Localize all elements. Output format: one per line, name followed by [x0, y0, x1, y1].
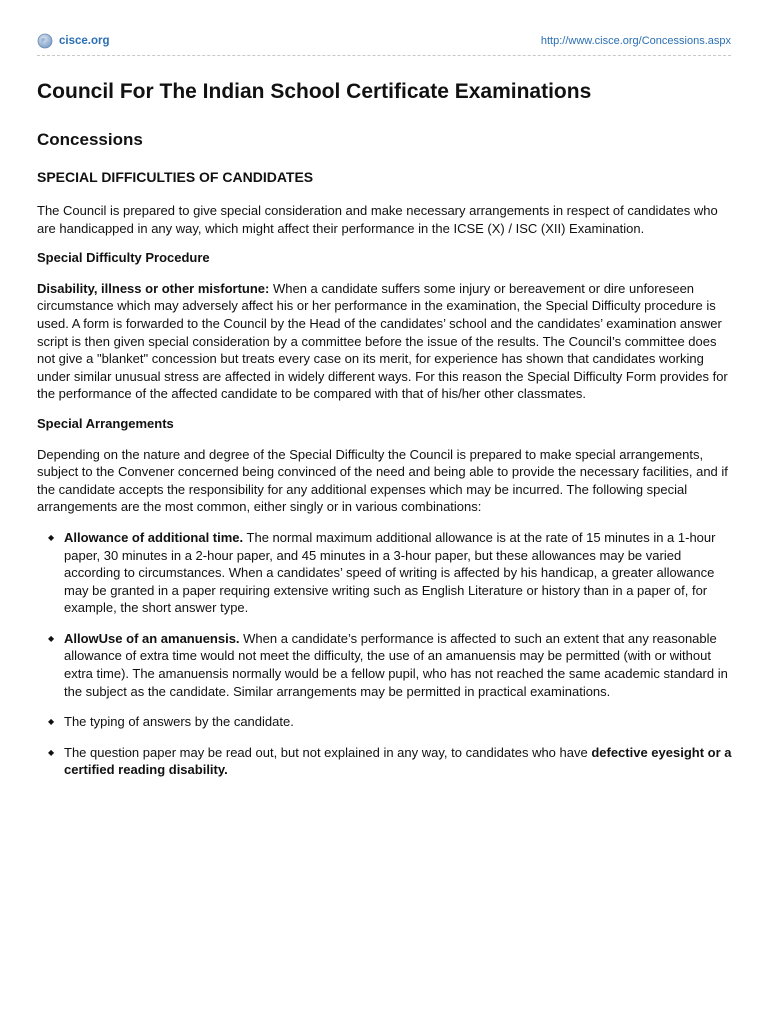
bullet-icon: ◆: [48, 717, 55, 727]
intro-paragraph: The Council is prepared to give special consideration and make necessary arrangements in respect of candidates who are handicapped in any way, which might affect their performance in the ICSE (X) / ISC (XII) Examination.: [37, 203, 718, 236]
procedure-lead: Disability, illness or other misfortune:: [37, 280, 270, 296]
list-item: [37, 529, 734, 617]
page-subtitle: Concessions: [37, 130, 143, 149]
procedure-heading: Special Difficulty Procedure: [37, 250, 210, 266]
procedure-paragraph: [37, 280, 734, 403]
item-trail: defective eyesight or a certified reading disability.: [64, 744, 732, 778]
globe-icon: [37, 33, 53, 49]
page-header: [37, 33, 731, 51]
item-text: The question paper may be read out, but not explained in any way, to candidates who have: [64, 744, 592, 760]
bullet-icon: ◆: [48, 747, 55, 757]
page-title: Council For The Indian School Certificate Examinations: [37, 80, 592, 103]
list-item: [37, 713, 734, 731]
procedure-text: When a candidate suffers some injury or bereavement or dire unforeseen circumstance which may adversely affect his or her performance in the examination, the Special Difficulty procedure is used. A form is forwarded to the Council by the Head of the candidates’ school and the candidates’ examination answer script is then given special consideration by a committee before the issue of the results. The Council’s committee does not give a "blanket" concession but treats every case on its merit, for experience has shown that candidates working under similar unusual stress are affected in widely different ways. For this reason the Special Difficulty Form provides for the performance of the affected candidate to be compared with that of his/her other classmates.: [37, 280, 728, 402]
section-heading: SPECIAL DIFFICULTIES OF CANDIDATES: [37, 169, 314, 185]
item-lead: Allowance of additional time.: [64, 529, 244, 545]
site-link[interactable]: [37, 33, 110, 49]
arrangements-paragraph: Depending on the nature and degree of the Special Difficulty the Council is prepared to make special arrangements, subject to the Convener concerned being convinced of the need and being able to provide the necessary facilities, and if the candidate accepts the responsibility for any additional expenses which may be incurred. The following special arrangements are the most common, either singly or in various combinations:: [37, 446, 728, 515]
site-name[interactable]: cisce.org: [59, 35, 110, 47]
arrangements-heading: Special Arrangements: [37, 415, 174, 431]
main-content: [37, 78, 734, 792]
list-item: [37, 630, 734, 700]
bullet-icon: ◆: [48, 532, 55, 542]
item-text: When a candidate’s performance is affected to such an extent that any reasonable allowance of extra time would not meet the difficulty, the use of an amanuensis may be permitted (with or without extra time). The amanuensis normally would be a fellow pupil, who has not reached the same academic standard in the subject as the candidate. Similar arrangements may be permitted in practical examinations.: [64, 630, 728, 699]
bullet-icon: ◆: [48, 633, 55, 643]
arrangements-list: [37, 529, 734, 779]
header-divider: [37, 55, 731, 56]
item-lead: AllowUse of an amanuensis.: [64, 630, 240, 646]
item-text: The normal maximum additional allowance is at the rate of 15 minutes in a 1-hour paper, 30 minutes in a 2-hour paper, and 45 minutes in a 3-hour paper, but these allowances may be varied according to circumstances. When a candidates’ speed of writing is affected by his handicap, a greater allowance may be granted in a paper requiring extensive writing such as English Literature or history than in a paper of, for example, the short answer type.: [64, 529, 716, 616]
item-text: The typing of answers by the candidate.: [64, 714, 294, 730]
list-item: [37, 744, 734, 779]
page-url[interactable]: http://www.cisce.org/Concessions.aspx: [540, 35, 731, 47]
